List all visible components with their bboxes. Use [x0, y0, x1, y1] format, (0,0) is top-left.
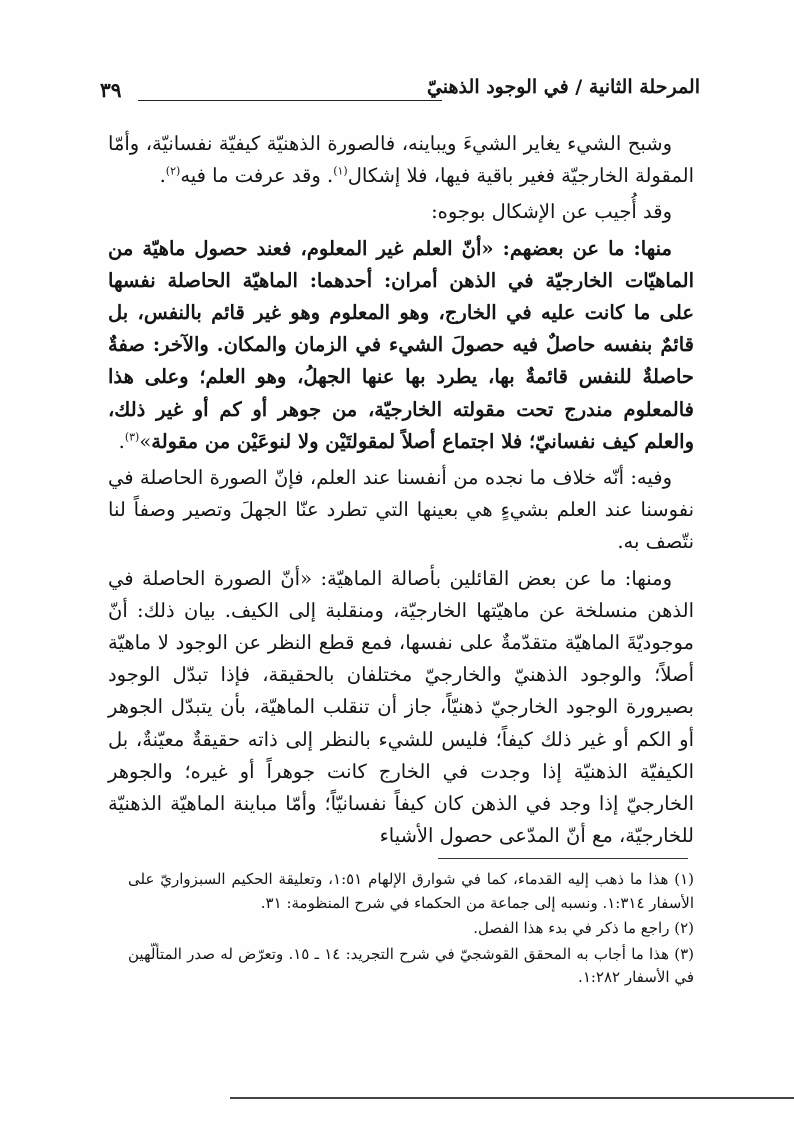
paragraph-3: [108, 233, 694, 458]
footnotes: [128, 868, 694, 992]
paragraph-text: وقد أُجيب عن الإشكال بوجوه:: [431, 200, 672, 224]
footnote-3: (٣) هذا ما أجاب به المحقق القوشجيّ في شرح التجريد: ١٤ ـ ١٥. وتعرّض له صدر المتألّهين في الأسفار ١:٢٨٢.: [128, 944, 695, 986]
paragraph-5: [108, 563, 694, 853]
footnote-separator: [438, 858, 688, 859]
paragraph-text: .: [159, 164, 166, 188]
paragraph-text: وشبح الشيء يغاير الشيءَ ويباينه، فالصورة الذهنيّة كيفيّة نفسانيّة، وأمّا المقولة الخارجيّة فغير باقية فيها، فلا إشكال: [108, 132, 694, 188]
paragraph-text: ومنها: ما عن بعض القائلين بأصالة الماهيّة: «أنّ الصورة الحاصلة في الذهن منسلخة عن ماهيّتها الخارجيّة، ومنقلبة إلى الكيف. بيان ذلك: أنّ موجوديّةَ الماهيّة متقدّمةٌ على نفسها، فمع قطع النظر عن الوجود لا ماهيّة أصلاً؛ والوجود الذهنيّ والخارجيّ مختلفان بالحقيقة، فإذا تبدّل الوجود بصيرورة الوجود الخارجيّ ذهنيّاً، جاز أن تنقلب الماهيّة، بأن يتبدّل الجوهر أو الكم أو غير ذلك كيفاً؛ فليس للشيء بالنظر إلى ذاته حقيقةٌ معيّنةٌ، بل الكيفيّة الذهنيّة إذا وجدت في الخارج كانت جوهراً أو غيره؛ والجوهر الخارجيّ إذا وجد في الذهن كان كيفاً نفسانيّاً؛ وأمّا مباينة الماهيّة الذهنيّة للخارجيّة، مع أنّ المدّعى حصول الأشياء: [108, 566, 694, 848]
header-rule: [138, 100, 442, 101]
paragraph-end: .: [118, 429, 125, 453]
footnote-marker: (١): [333, 164, 348, 178]
paragraph-text: . وقد عرفت ما فيه: [180, 164, 334, 188]
paragraph-2: [108, 196, 694, 228]
paragraph-lead: منها: ما عن بعضهم: «: [481, 236, 672, 260]
page-number: ٣٩: [100, 78, 122, 102]
running-header: [100, 76, 700, 110]
paragraph-text: وفيه: أنّه خلاف ما نجده من أنفسنا عند العلم، فإنّ الصورة الحاصلة في نفوسنا عند العلم بشيءٍ هي بعينها التي تطرد عنّا الجهلَ وتصير وصفاً لنا نتّصف به.: [108, 466, 694, 554]
footnote-marker: (٣): [124, 430, 140, 444]
header-title: المرحلة الثانية / في الوجود الذهنيّ: [426, 76, 700, 98]
paragraph-1: [108, 128, 694, 192]
footnote-marker: (٢): [165, 164, 181, 178]
footnote-1: (١) هذا ما ذهب إليه القدماء، كما في شوارق الإلهام ١:٥١، وتعليقة الحكيم السبزواريّ على الأسفار ١:٣١٤. ونسبه إلى جماعة من الحكماء في شرح المنظومة: ٣١.: [128, 870, 694, 912]
body-text: [108, 128, 694, 852]
paragraph-4: [108, 462, 694, 559]
footnote-2: (٢) راجع ما ذكر في بدء هذا الفصل.: [473, 919, 694, 937]
quote-close: »: [139, 429, 152, 453]
page-bottom-rule: [230, 1097, 794, 1099]
quoted-text: أنّ العلم غير المعلوم، فعند حصول ماهيّة من الماهيّات الخارجيّة في الذهن أمران: أحدهما: الماهيّة الحاصلة نفسها على ما كانت عليه في الخارج، وهو المعلوم وهو غير قائم بالنفس، بل قائمٌ بنفسه حاصلٌ فيه حصولَ الشيء في الزمان والمكان. والآخر: صفةٌ حاصلةٌ للنفس قائمةٌ بها، يطرد بها عنها الجهلُ، وهو العلم؛ وعلى هذا فالمعلوم مندرج تحت مقولته الخارجيّة، من جوهر أو كم أو غير ذلك، والعلم كيف نفسانيّ؛ فلا اجتماع أصلاً لمقولتَيْن ولا لنوعَيْن من مقولة: [108, 236, 694, 453]
